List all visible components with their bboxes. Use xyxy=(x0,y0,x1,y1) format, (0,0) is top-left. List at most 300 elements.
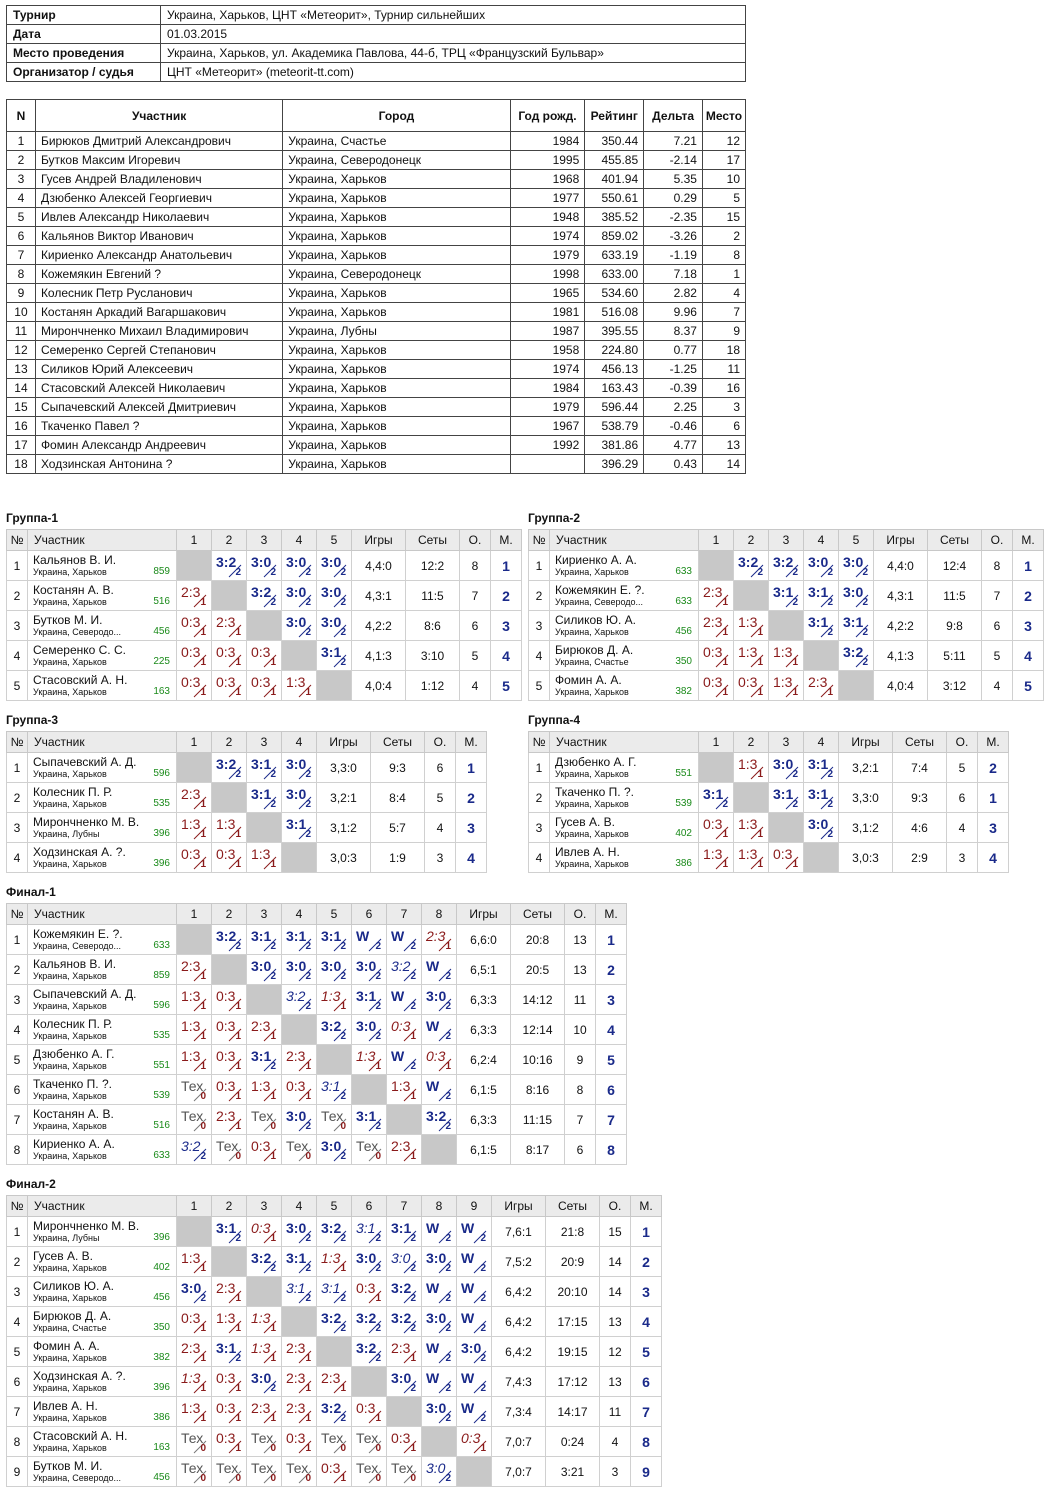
player-name: Дзюбенко А. Г. xyxy=(33,1046,115,1061)
player-rating: 859 xyxy=(153,970,170,981)
grid-row xyxy=(7,1247,662,1277)
match-score: W xyxy=(426,1370,440,1386)
match-result xyxy=(769,671,804,701)
match-points: 2 xyxy=(340,971,346,982)
match-result xyxy=(422,1247,457,1277)
match-result xyxy=(177,1397,212,1427)
match-score: Тех xyxy=(181,1078,204,1094)
match-result xyxy=(212,1217,247,1247)
grid-header xyxy=(529,732,1009,753)
row-number: 9 xyxy=(7,1457,28,1487)
match-points: 1 xyxy=(792,657,798,668)
row-number: 4 xyxy=(7,1307,28,1337)
place-cell: 5 xyxy=(596,1045,627,1075)
participant-rating: 538.79 xyxy=(585,417,644,436)
participant-place: 10 xyxy=(702,170,745,189)
col-sets: Сеты xyxy=(928,530,982,551)
info-label: Турнир xyxy=(7,6,161,25)
match-result xyxy=(387,1307,422,1337)
match-score: 2:3 xyxy=(703,584,723,600)
match-result xyxy=(457,1427,492,1457)
grid-row xyxy=(7,1397,662,1427)
match-points: 1 xyxy=(200,859,206,870)
match-result xyxy=(317,1457,352,1487)
match-points: 1 xyxy=(792,859,798,870)
match-result xyxy=(387,985,422,1015)
player-cell xyxy=(28,1045,177,1075)
place-cell: 3 xyxy=(631,1277,662,1307)
match-points: 1 xyxy=(235,1293,241,1304)
sets-cell: 8:6 xyxy=(406,611,460,641)
match-points: 2 xyxy=(305,567,311,578)
match-points: 2 xyxy=(827,627,833,638)
match-score: 3:0 xyxy=(286,584,307,600)
match-points: 0 xyxy=(235,1473,241,1484)
games-cell: 6,5:1 xyxy=(457,955,511,985)
match-score: 3:0 xyxy=(426,988,447,1004)
participant-place: 6 xyxy=(702,417,745,436)
self-cell xyxy=(457,1457,492,1487)
match-result xyxy=(212,753,247,783)
self-cell xyxy=(212,1247,247,1277)
player-city: Украина, Харьков xyxy=(555,626,629,637)
participant-city: Украина, Северодонецк xyxy=(283,265,510,284)
participant-row xyxy=(7,151,746,170)
info-row xyxy=(7,63,746,82)
points-cell: 4 xyxy=(947,813,978,843)
match-points: 1 xyxy=(270,1233,276,1244)
grid-header xyxy=(7,530,522,551)
place-cell: 6 xyxy=(596,1075,627,1105)
row-number: 3 xyxy=(7,1277,28,1307)
col-num: № xyxy=(7,904,28,925)
match-result xyxy=(282,783,317,813)
participant-delta: 9.96 xyxy=(644,303,703,322)
match-result xyxy=(177,1135,212,1165)
row-number: 1 xyxy=(7,925,28,955)
match-result xyxy=(734,641,769,671)
games-cell: 7,3:4 xyxy=(492,1397,546,1427)
match-score: 0:3 xyxy=(216,674,236,690)
match-result xyxy=(317,611,352,641)
participant-city: Украина, Харьков xyxy=(283,246,510,265)
participant-row xyxy=(7,284,746,303)
row-number: 3 xyxy=(529,611,550,641)
participant-rating: 596.44 xyxy=(585,398,644,417)
match-result xyxy=(352,955,387,985)
match-points: 2 xyxy=(235,941,241,952)
match-score: 2:3 xyxy=(216,1108,236,1124)
match-result xyxy=(422,1307,457,1337)
match-score: 3:0 xyxy=(286,786,307,802)
self-cell xyxy=(387,1397,422,1427)
match-result xyxy=(317,1075,352,1105)
match-points: 2 xyxy=(235,567,241,578)
participant-city: Украина, Харьков xyxy=(283,379,510,398)
player-rating: 535 xyxy=(153,1030,170,1041)
match-score: Тех xyxy=(321,1108,344,1124)
sets-cell: 12:14 xyxy=(511,1015,565,1045)
match-result xyxy=(317,955,352,985)
self-cell xyxy=(804,641,839,671)
match-points: 2 xyxy=(410,1001,416,1012)
match-score: 3:2 xyxy=(321,1310,342,1326)
player-cell xyxy=(28,843,177,873)
match-points: 2 xyxy=(235,1233,241,1244)
col-num: № xyxy=(529,732,550,753)
match-points: 1 xyxy=(722,859,728,870)
participant-birth-year: 1984 xyxy=(510,132,585,151)
col-place: М. xyxy=(456,732,487,753)
match-score: Тех xyxy=(251,1460,274,1476)
col-points: О. xyxy=(460,530,491,551)
games-cell: 6,1:5 xyxy=(457,1135,511,1165)
match-result xyxy=(804,671,839,701)
match-score: 3:0 xyxy=(181,1280,202,1296)
participant-delta: 2.25 xyxy=(644,398,703,417)
participant-delta: 7.18 xyxy=(644,265,703,284)
match-score: W xyxy=(461,1280,475,1296)
grid-row xyxy=(7,1337,662,1367)
match-score: 1:3 xyxy=(181,1400,201,1416)
match-points: 2 xyxy=(305,627,311,638)
participant-rating: 396.29 xyxy=(585,455,644,474)
participant-birth-year: 1987 xyxy=(510,322,585,341)
match-score: 1:3 xyxy=(738,816,758,832)
match-result xyxy=(699,813,734,843)
group-grid xyxy=(6,1195,662,1487)
player-city: Украина, Харьков xyxy=(555,768,629,779)
match-result xyxy=(247,1457,282,1487)
self-cell xyxy=(177,925,212,955)
match-points: 1 xyxy=(305,1413,311,1424)
match-score: 3:1 xyxy=(391,1220,412,1236)
match-score: 2:3 xyxy=(426,928,446,944)
games-cell: 4,0:4 xyxy=(352,671,406,701)
match-score: 0:3 xyxy=(251,1138,271,1154)
match-result xyxy=(212,985,247,1015)
points-cell: 14 xyxy=(600,1247,631,1277)
participant-name: Семеренко Сергей Степанович xyxy=(35,341,282,360)
match-points: 1 xyxy=(757,769,763,780)
points-cell: 10 xyxy=(565,1015,596,1045)
match-score: W xyxy=(391,1048,405,1064)
match-score: 1:3 xyxy=(181,988,201,1004)
match-result xyxy=(177,985,212,1015)
col-opponent: 8 xyxy=(422,1196,457,1217)
match-points: 1 xyxy=(200,799,206,810)
match-points: 1 xyxy=(792,687,798,698)
participant-row xyxy=(7,379,746,398)
match-points: 2 xyxy=(270,1061,276,1072)
match-score: 1:3 xyxy=(391,1078,411,1094)
match-points: 1 xyxy=(722,657,728,668)
match-score: 3:1 xyxy=(773,584,794,600)
match-result xyxy=(212,551,247,581)
participant-row xyxy=(7,227,746,246)
match-score: 3:0 xyxy=(286,554,307,570)
participant-birth-year: 1948 xyxy=(510,208,585,227)
col-sets: Сеты xyxy=(893,732,947,753)
participant-name: Бутков Максим Игоревич xyxy=(35,151,282,170)
match-score: 3:0 xyxy=(251,958,272,974)
match-score: Тех xyxy=(356,1138,379,1154)
match-result xyxy=(282,813,317,843)
match-score: Тех xyxy=(286,1460,309,1476)
participant-rating: 395.55 xyxy=(585,322,644,341)
match-result xyxy=(457,1367,492,1397)
match-score: 3:2 xyxy=(391,1280,412,1296)
match-points: 1 xyxy=(410,1091,416,1102)
sets-cell: 12:2 xyxy=(406,551,460,581)
match-score: Тех xyxy=(181,1430,204,1446)
match-score: 1:3 xyxy=(181,1370,201,1386)
match-result xyxy=(282,985,317,1015)
match-points: 1 xyxy=(340,1383,346,1394)
grid-row xyxy=(7,1427,662,1457)
match-score: 2:3 xyxy=(216,614,236,630)
participant-name: Сыпачевский Алексей Дмитриевич xyxy=(35,398,282,417)
match-score: 3:2 xyxy=(773,554,794,570)
player-cell xyxy=(28,1307,177,1337)
self-cell xyxy=(177,1217,212,1247)
match-result xyxy=(804,611,839,641)
match-score: Тех xyxy=(286,1138,309,1154)
match-result xyxy=(247,1427,282,1457)
match-result xyxy=(699,843,734,873)
column-header: N xyxy=(7,100,36,132)
match-result xyxy=(177,1247,212,1277)
sets-cell: 9:8 xyxy=(928,611,982,641)
self-cell xyxy=(839,671,874,701)
match-score: 3:0 xyxy=(321,584,342,600)
participant-place: 7 xyxy=(702,303,745,322)
match-points: 2 xyxy=(305,1263,311,1274)
grid-row xyxy=(7,783,487,813)
participant-number: 13 xyxy=(7,360,36,379)
participant-name: Кальянов Виктор Иванович xyxy=(35,227,282,246)
match-score: 3:0 xyxy=(391,1250,411,1266)
grid-row xyxy=(7,1217,662,1247)
match-score: 3:0 xyxy=(461,1340,482,1356)
group-grid xyxy=(528,529,1044,701)
match-result xyxy=(317,1135,352,1165)
match-points: 1 xyxy=(340,1001,346,1012)
match-result xyxy=(387,1367,422,1397)
sets-cell: 7:4 xyxy=(893,753,947,783)
participant-city: Украина, Лубны xyxy=(283,322,510,341)
row-number: 3 xyxy=(7,611,28,641)
games-cell: 3,3:0 xyxy=(317,753,371,783)
player-rating: 539 xyxy=(675,798,692,809)
participant-place: 12 xyxy=(702,132,745,151)
match-result xyxy=(212,1397,247,1427)
match-score: 3:2 xyxy=(321,1400,342,1416)
match-points: 2 xyxy=(445,1233,451,1244)
match-result xyxy=(734,753,769,783)
col-opponent: 1 xyxy=(177,732,212,753)
col-points: О. xyxy=(947,732,978,753)
match-points: 2 xyxy=(305,971,311,982)
row-number: 5 xyxy=(7,1337,28,1367)
player-name: Семеренко С. С. xyxy=(33,642,126,657)
match-points: 2 xyxy=(340,567,346,578)
match-score: 3:0 xyxy=(356,1018,377,1034)
player-name: Бутков М. И. xyxy=(33,612,103,627)
match-result xyxy=(699,783,734,813)
participant-city: Украина, Харьков xyxy=(283,208,510,227)
col-opponent: 6 xyxy=(352,1196,387,1217)
match-points: 1 xyxy=(305,1353,311,1364)
participant-place: 11 xyxy=(702,360,745,379)
self-cell xyxy=(282,641,317,671)
match-result xyxy=(177,1277,212,1307)
self-cell xyxy=(422,1427,457,1457)
match-points: 0 xyxy=(375,1443,381,1454)
match-result xyxy=(699,581,734,611)
place-cell: 1 xyxy=(1013,551,1044,581)
match-points: 2 xyxy=(445,1031,451,1042)
row-number: 1 xyxy=(529,551,550,581)
self-cell xyxy=(177,551,212,581)
points-cell: 3 xyxy=(947,843,978,873)
player-city: Украина, Харьков xyxy=(33,1382,107,1393)
match-score: Тех xyxy=(321,1430,344,1446)
participant-birth-year: 1965 xyxy=(510,284,585,303)
participant-birth-year: 1974 xyxy=(510,227,585,246)
match-result xyxy=(282,1457,317,1487)
match-score: 0:3 xyxy=(216,1370,236,1386)
participant-city: Украина, Харьков xyxy=(283,303,510,322)
match-points: 1 xyxy=(445,941,451,952)
player-rating: 396 xyxy=(153,858,170,869)
group-title: Группа-3 xyxy=(6,713,59,727)
grid-row xyxy=(529,551,1044,581)
match-result xyxy=(177,1457,212,1487)
match-points: 2 xyxy=(305,1121,311,1132)
match-score: 3:1 xyxy=(773,786,794,802)
player-city: Украина, Харьков xyxy=(33,798,107,809)
player-rating: 516 xyxy=(153,596,170,607)
match-points: 2 xyxy=(827,829,833,840)
match-points: 1 xyxy=(270,1091,276,1102)
sets-cell: 8:16 xyxy=(511,1075,565,1105)
place-cell: 1 xyxy=(978,783,1009,813)
player-city: Украина, Счастье xyxy=(555,656,629,667)
match-score: 0:3 xyxy=(251,644,271,660)
match-points: 2 xyxy=(862,627,868,638)
participant-rating: 381.86 xyxy=(585,436,644,455)
player-rating: 163 xyxy=(153,686,170,697)
games-cell: 7,0:7 xyxy=(492,1427,546,1457)
match-score: Тех xyxy=(181,1108,204,1124)
self-cell xyxy=(247,813,282,843)
sets-cell: 8:17 xyxy=(511,1135,565,1165)
match-result xyxy=(769,551,804,581)
match-points: 1 xyxy=(270,1031,276,1042)
sets-cell: 14:17 xyxy=(546,1397,600,1427)
match-result xyxy=(457,1247,492,1277)
match-points: 2 xyxy=(410,971,416,982)
match-score: 3:2 xyxy=(738,554,759,570)
match-score: 0:3 xyxy=(216,1400,236,1416)
match-score: Тех xyxy=(216,1138,239,1154)
grid-header-row xyxy=(7,732,487,753)
match-result xyxy=(247,753,282,783)
match-points: 2 xyxy=(375,1263,381,1274)
self-cell xyxy=(212,783,247,813)
match-score: 2:3 xyxy=(321,1370,341,1386)
participant-city: Украина, Счастье xyxy=(283,132,510,151)
player-name: Сыпачевский А. Д. xyxy=(33,754,137,769)
match-result xyxy=(177,1367,212,1397)
match-score: 3:1 xyxy=(216,1220,237,1236)
col-opponent: 5 xyxy=(317,530,352,551)
col-opponent: 4 xyxy=(282,1196,317,1217)
self-cell xyxy=(247,985,282,1015)
col-games: Игры xyxy=(317,732,371,753)
participant-place: 13 xyxy=(702,436,745,455)
match-score: 3:0 xyxy=(286,614,307,630)
col-opponent: 1 xyxy=(699,732,734,753)
match-points: 2 xyxy=(480,1293,486,1304)
games-cell: 4,4:0 xyxy=(352,551,406,581)
match-points: 2 xyxy=(445,971,451,982)
match-points: 2 xyxy=(340,1091,346,1102)
match-result xyxy=(352,1457,387,1487)
match-score: 3:2 xyxy=(391,1310,412,1326)
player-city: Украина, Северодо... xyxy=(33,626,122,637)
match-points: 1 xyxy=(235,1413,241,1424)
match-result xyxy=(387,1045,422,1075)
match-result xyxy=(317,985,352,1015)
points-cell: 4 xyxy=(982,671,1013,701)
match-result xyxy=(457,1277,492,1307)
match-score: 0:3 xyxy=(181,644,201,660)
match-points: 2 xyxy=(270,597,276,608)
match-result xyxy=(247,1217,282,1247)
match-result xyxy=(422,985,457,1015)
participant-name: Гусев Андрей Владиленович xyxy=(35,170,282,189)
player-name: Фомин А. А. xyxy=(555,672,622,687)
match-result xyxy=(457,1217,492,1247)
participant-number: 9 xyxy=(7,284,36,303)
player-cell xyxy=(28,1247,177,1277)
match-points: 1 xyxy=(270,859,276,870)
player-city: Украина, Счастье xyxy=(33,1322,107,1333)
participant-number: 5 xyxy=(7,208,36,227)
match-points: 1 xyxy=(235,1383,241,1394)
match-result xyxy=(699,611,734,641)
place-cell: 4 xyxy=(631,1307,662,1337)
match-score: 0:3 xyxy=(426,1048,446,1064)
match-result xyxy=(387,1277,422,1307)
player-rating: 596 xyxy=(153,1000,170,1011)
match-result xyxy=(282,1105,317,1135)
match-result xyxy=(699,641,734,671)
match-score: 3:2 xyxy=(391,958,411,974)
points-cell: 13 xyxy=(600,1367,631,1397)
info-value: Украина, Харьков, ЦНТ «Метеорит», Турнир сильнейших xyxy=(161,6,746,25)
match-score: 3:0 xyxy=(808,554,829,570)
match-points: 2 xyxy=(410,1233,416,1244)
player-name: Дзюбенко А. Г. xyxy=(555,754,637,769)
match-score: 3:0 xyxy=(251,554,272,570)
points-cell: 13 xyxy=(600,1307,631,1337)
participant-city: Украина, Харьков xyxy=(283,360,510,379)
match-score: 1:3 xyxy=(738,644,758,660)
grid-row xyxy=(7,813,487,843)
